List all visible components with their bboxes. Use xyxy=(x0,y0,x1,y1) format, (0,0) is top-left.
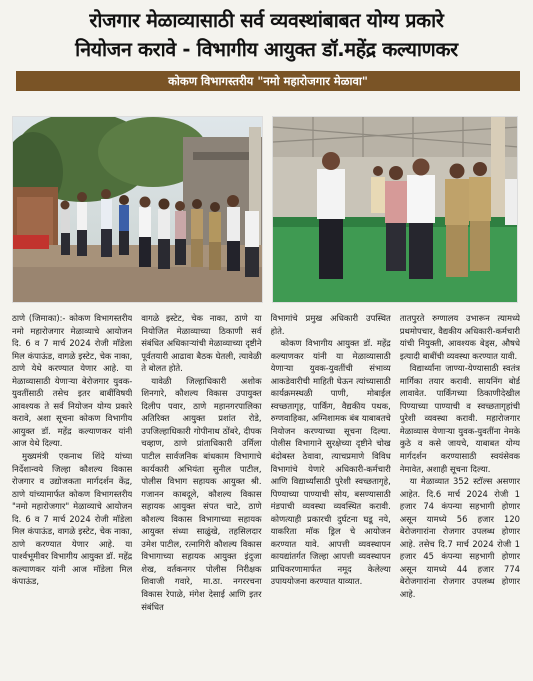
article-paragraph: यावेळी जिल्हाधिकारी अशोक शिनगारे, कौशल्य विकास उपायुक्त दिलीप पवार, ठाणे महानगरपालिका अतिरिक्त आयुक्त प्रशांत रोडे, उपजिल्हाधिकारी गोपीनाथ ठोंबरे, दीपक चव्हाण, ठाणे प्रांताधिकारी उर्मिला पाटील सार्वजनिक बांधकाम विभागाचे कार्यकारी अभियंता सुनील पाटील, पोलीस विभाग सहायक आयुक्त श्री. गजानन काबदूले, कौशल्य विकास सहायक आयुक्त संपत चाटे, ठाणे कौशल्य विकास विभागाच्या सहायक आयुक्त संध्या साळुंखे, तहसिलदार उमेश पाटील, रत्नागिरी कौशल्य विकास विभागाच्या सहायक आयुक्त इंदुजा शेख, वर्तकनगर पोलीस निरीक्षक शिवाजी गवारे, मा.ठा. नगररचना विकास रेपाळे, मंगेश देसाई आणि इतर संबंधित xyxy=(141,375,262,612)
headline xyxy=(8,6,525,64)
headline-line-2: नियोजन करावे - विभागीय आयुक्त डॉ.महेंद्र कल्याणकर xyxy=(75,38,458,61)
article-column-4 xyxy=(400,312,520,664)
article-body xyxy=(12,312,520,664)
officials-inspecting-hall-photo xyxy=(272,116,518,303)
article-paragraph: मुख्यमंत्री एकनाथ शिंदे यांच्या निर्देशान्वये जिल्हा कौशल्य विकास रोजगार व उद्योजकता मार्गदर्शन केंद्र, ठाणे यांच्यामार्फत कोकण विभागस्तरीय "नमो महारोजगार" मेळाव्याचे आयोजन दि. 6 व 7 मार्च 2024 रोजी मॉडेला मिल कंपाऊंड, वागळे इस्टेट, चेक नाका, ठाणे करण्यात येणार आहे. या पार्श्वभूमीवर विभागीय आयुक्त डॉ. महेंद्र कल्याणकर यांनी आज मॉडेला मिल कंपाऊंड, xyxy=(12,451,133,587)
headline-line-1: रोजगार मेळाव्यासाठी सर्व व्यवस्थांबाबत योग्य प्रकारे xyxy=(89,9,444,32)
article-column-1 xyxy=(12,312,132,664)
officials-walking-outdoor-photo xyxy=(12,116,263,303)
article-column-3 xyxy=(271,312,391,664)
article-paragraph: कोकण विभागीय आयुक्त डॉ. महेंद्र कल्याणकर यांनी या मेळाव्यासाठी येणाऱ्या युवक-युवतींची संभाव्य आकडेवारीची माहिती घेऊन त्यांच्यासाठी कार्यक्रमस्थळी पाणी, मोबाईल स्वच्छतागृह, पार्किंग, वैद्यकीय पथक, रुग्णवाहिका, अग्निशामक बंब याबाबतचे नियोजन करण्याच्या सूचना दिल्या. पोलीस विभागाने सुरक्षेच्या दृष्टीने चोख बंदोबस्त ठेवावा, त्याचप्रमाणे विविध विभागांचे येणारे अधिकारी-कर्मचारी आणि विद्यार्थ्यांसाठी पुरेशी स्वच्छतागृहे, पिण्याच्या पाण्याची सोय, बसण्यासाठी मंडपाची व्यवस्था व्यवस्थित करावी. कोणत्याही प्रकारची दुर्घटना घडू नये, याकरिता मॉक ड्रिल चे आयोजन करण्यात यावे. आपत्ती व्यवस्थापन कायद्यांतर्गत जिल्हा आपत्ती व्यवस्थापन प्राधिकरणामार्फत नमूद केलेल्या उपाययोजना करण्यात याव्यात. xyxy=(270,338,391,587)
article-paragraph: विद्यार्थ्यांना जाण्या-येण्यासाठी स्वतंत्र मार्गिका तयार करावी. सायनिंग बोर्ड लावावेत. पार्किंगच्या ठिकाणीदेखील पिण्याच्या पाण्याची व स्वच्छतागृहांची पुरेशी व्यवस्था करावी. महारोजगार मेळाव्यास येणाऱ्या युवक-युवतींना नेमके कुठे व कसे जायचे, याबाबत योग्य मार्गदर्शन करण्यासाठी स्वयंसेवक नेमावेत, अशाही सूचना दिल्या. xyxy=(399,363,520,474)
article-column-2 xyxy=(141,312,261,664)
article-paragraph: तातपुरते रुग्णालय उभारून त्यामध्ये प्रथमोपचार, वैद्यकीय अधिकारी-कर्मचारी यांची नियुक्ती, आवश्यक बेड्स, औषधे इत्यादी बाबींची व्यवस्था करण्यात यावी. xyxy=(399,313,520,361)
article-paragraph: वागळे इस्टेट, चेक नाका, ठाणे या नियोजित मेळाव्याच्या ठिकाणी सर्व संबंधित अधिकाऱ्यांची मेळाव्याच्या दृष्टीने पूर्वतयारी आढावा बैठक घेतली, त्यावेळी ते बोलत होते. xyxy=(141,313,262,374)
article-paragraph: ठाणे (जिमाका):- कोकण विभागस्तरीय नमो महारोजगार मेळाव्याचे आयोजन दि. 6 व 7 मार्च 2024 रोजी मॉडेला मिल कंपाऊंड, वागळे इस्टेट, चेक नाका, ठाणे येथे करण्यात येणार आहे. या मेळाव्यासाठी येणाऱ्या बेरोजगार युवक-युवतींसाठी तसेच इतर बाबींविषयी आवश्यक ते सर्व नियोजन योग्य प्रकारे करावे, अशा सूचना कोकण विभागीय आयुक्त डॉ. महेंद्र कल्याणकर यांनी आज येथे दिल्या. xyxy=(12,313,133,449)
article-paragraph: या मेळाव्यात 352 स्टॉल्स असणार आहेत. दि.6 मार्च 2024 रोजी 1 हजार 74 कंपन्या सहभागी होणार असून यामध्ये 56 हजार 120 बेरोजगारांना रोजगार उपलब्ध होणार आहे. तसेच दि.7 मार्च 2024 रोजी 1 हजार 45 कंपन्या सहभागी होणार असून यामध्ये 44 हजार 774 बेरोजगारांना रोजगार उपलब्ध होणार आहे. xyxy=(399,476,520,600)
subheading-banner: कोकण विभागस्तरीय "नमो महारोजगार मेळावा" xyxy=(16,71,520,91)
article-paragraph: विभागांचे प्रमुख अधिकारी उपस्थित होते. xyxy=(270,313,391,336)
